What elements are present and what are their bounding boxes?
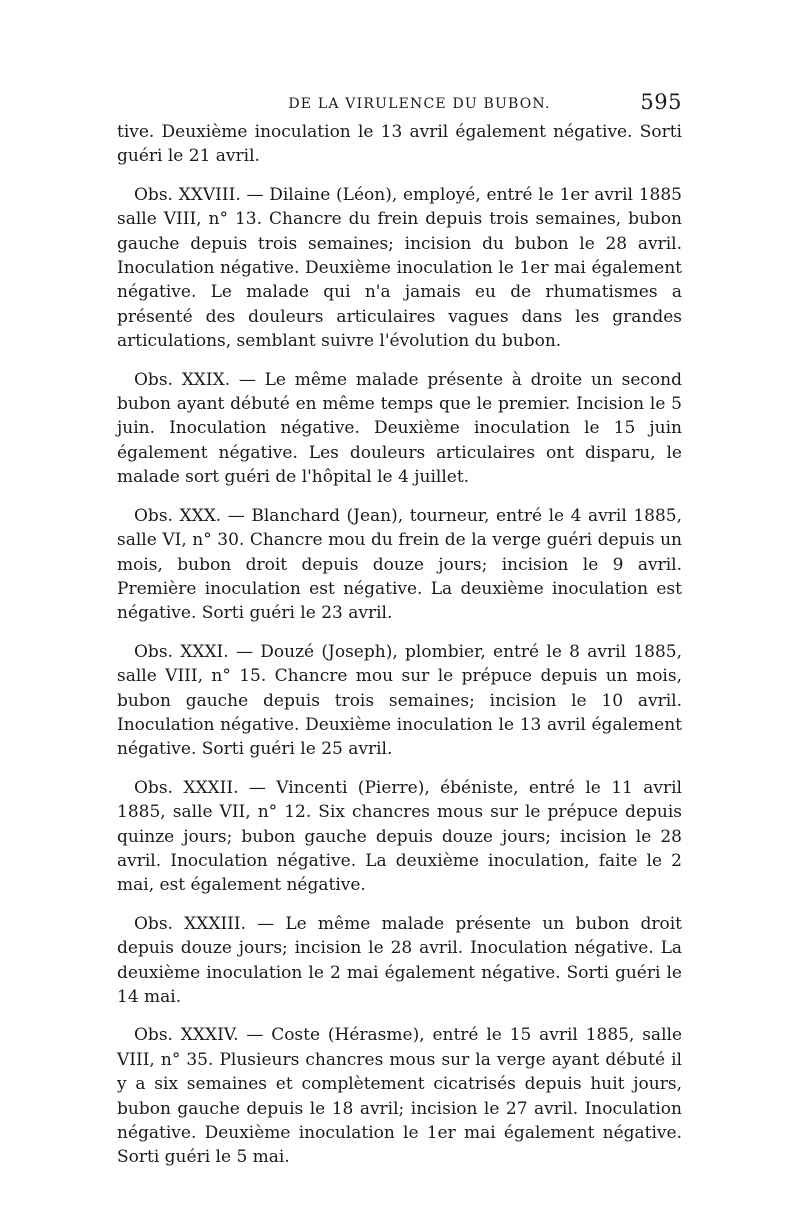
running-title: DE LA VIRULENCE DU BUBON. [288, 96, 551, 112]
running-header [117, 90, 682, 116]
paragraph-obs-xxix: Obs. XXIX. — Le même malade présente à droite un second bubon ayant débuté en même temps que le premier. Incision le 5 juin. Inoculation négative. Deuxième inoculation le 15 juin également négative. Les douleurs articulaires ont disparu, le malade sort guéri de l'hôpital le 4 juillet. [117, 369, 682, 488]
paragraph-continuation: tive. Deuxième inoculation le 13 avril également négative. Sorti guéri le 21 avril. [117, 122, 682, 167]
paragraph-obs-xxxi: Obs. XXXI. — Douzé (Joseph), plombier, entré le 8 avril 1885, salle VIII, n° 15. Chancre mou sur le prépuce depuis un mois, bubon gauche depuis trois semaines; incision le 10 avril. Inoculation négative. Deuxième inoculation le 13 avril également négative. Sorti guéri le 25 avril. [117, 641, 682, 760]
paragraph-obs-xxviii: Obs. XXVIII. — Dilaine (Léon), employé, entré le 1er avril 1885 salle VIII, n° 13. Chancre du frein depuis trois semaines, bubon gauche depuis trois semaines; incision du bubon le 28 avril. Inoculation négative. Deuxième inoculation le 1er mai également négative. Le malade qui n'a jamais eu de rhumatismes a présenté des douleurs articulaires vagues dans les grandes articulations, semblant suivre l'évolution du bubon. [117, 184, 682, 352]
paragraph-obs-xxxiii: Obs. XXXIII. — Le même malade présente un bubon droit depuis douze jours; incision le 28 avril. Inoculation négative. La deuxième inoculation le 2 mai également négative. Sorti guéri le 14 mai. [117, 913, 682, 1007]
paragraph-obs-xxx: Obs. XXX. — Blanchard (Jean), tourneur, entré le 4 avril 1885, salle VI, n° 30. Chancre mou du frein de la verge guéri depuis un mois, bubon droit depuis douze jours; incision le 9 avril. Première inoculation est négative. La deuxième inoculation est négative. Sorti guéri le 23 avril. [117, 505, 682, 624]
paragraph-obs-xxxiv: Obs. XXXIV. — Coste (Hérasme), entré le 15 avril 1885, salle VIII, n° 35. Plusieurs chancres mous sur la verge ayant débuté il y a six semaines et complètement cicatrisés depuis huit jours, bubon gauche depuis le 18 avril; incision le 27 avril. Inoculation négative. Deuxième inoculation le 1er mai également négative. Sorti guéri le 5 mai. [117, 1025, 682, 1168]
book-page [117, 90, 682, 1184]
paragraph-obs-xxxii: Obs. XXXII. — Vincenti (Pierre), ébéniste, entré le 11 avril 1885, salle VII, n° 12. Six chancres mous sur le prépuce depuis quinze jours; bubon gauche depuis douze jours; incision le 28 avril. Inoculation négative. La deuxième inoculation, faite le 2 mai, est également négative. [117, 777, 682, 896]
page-number: 595 [640, 90, 682, 114]
